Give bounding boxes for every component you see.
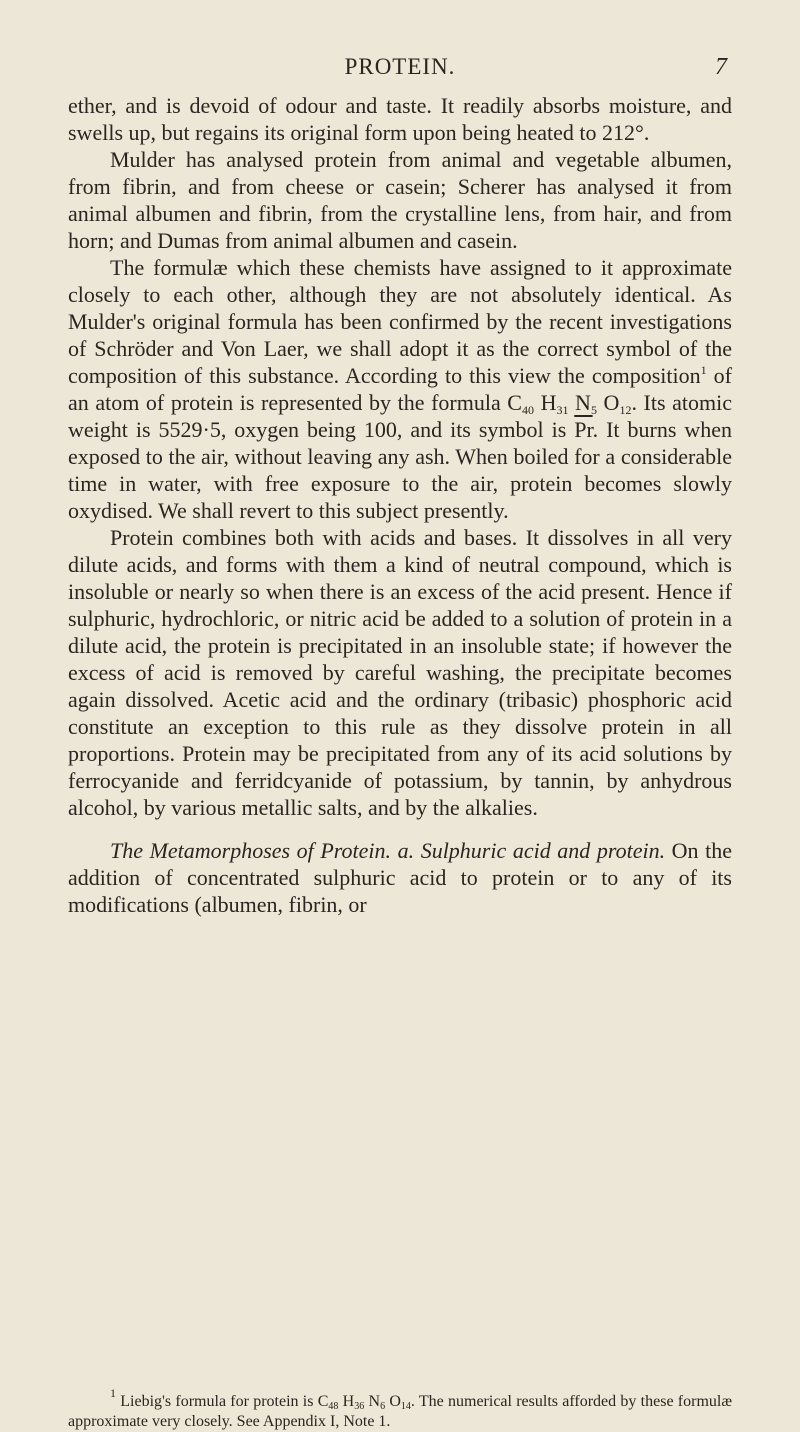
formula-hydrogen-count: 31 — [556, 403, 569, 417]
paragraph-1: ether, and is devoid of odour and taste. It readily absorbs moisture, and swells up, but regains its original form upon being heated to 212°. — [68, 93, 732, 145]
footnote-formula-carbon: C — [317, 1393, 329, 1410]
liebig-formula — [318, 1393, 411, 1410]
page-header — [0, 54, 800, 84]
paragraph-3-text-b: of an atom of protein is represented by the formula — [68, 363, 732, 415]
section-subheading: a. Sulphuric acid and protein. — [397, 838, 666, 863]
footnote-formula-carbon-count: 48 — [328, 1401, 339, 1412]
running-title: PROTEIN. — [344, 54, 456, 79]
paragraph-3-text-a: The formulæ which these chemists have assigned to it approximate closely to each other, although they are not absolutely identical. As Mulder's original formula has been confirmed by the recent investigations of Schröder and Von Laer, we shall adopt it as the correct symbol of the composition of this substance. According to this view the composition — [68, 255, 732, 388]
footnote — [68, 1386, 733, 1432]
footnote-formula-oxygen: O — [385, 1393, 401, 1410]
footnote-text-b: . The numerical results afforded by these formulæ approximate very closely. See Appendix I, Note 1. — [68, 1393, 733, 1430]
protein-symbol: $\overline{Pr}$ — [574, 417, 593, 442]
footnote-formula-nitrogen-count: 6 — [380, 1401, 386, 1412]
body-text — [68, 92, 732, 918]
footnote-formula-hydrogen-count: 36 — [354, 1401, 365, 1412]
page-number: 7 — [715, 54, 727, 80]
paragraph-3 — [68, 254, 732, 524]
section-heading: The Metamorphoses of Protein. — [110, 838, 392, 863]
formula-nitrogen: N — [568, 390, 591, 415]
formula-carbon: C — [507, 390, 522, 415]
footnote-text-a: Liebig's formula for protein is — [116, 1393, 318, 1410]
paragraph-4: Protein combines both with acids and bases. It dissolves in all very dilute acids, and forms with them a kind of neutral compound, which is insoluble or nearly so when there is an excess of the acid present. Hence if sulphuric, hydrochloric, or nitric acid be added to a solution of protein in a dilute acid, the protein is precipitated in an insoluble state; if however the excess of acid is removed by careful washing, the precipitate becomes again dissolved. Acetic acid and the ordinary (tribasic) phosphoric acid constitute an exception to this rule as they dissolve protein in all proportions. Protein may be precipitated from any of its acid solutions by ferrocyanide and ferridcyanide of potassium, by tannin, by anhydrous alcohol, by various metallic salts, and by the alkalies. — [68, 525, 732, 820]
protein-formula — [507, 390, 631, 415]
paragraph-5 — [68, 837, 732, 918]
paragraph-5-text: On the addition of concentrated sulphuric acid to protein or to any of its modifications (albumen, fibrin, or — [68, 838, 733, 917]
footnote-mark: 1 — [110, 1386, 116, 1400]
footnote-formula-nitrogen: N — [364, 1393, 381, 1410]
formula-oxygen: O — [596, 390, 620, 415]
formula-carbon-count: 40 — [521, 403, 534, 417]
paragraph-2: Mulder has analysed protein from animal and vegetable albumen, from fibrin, and from cheese or casein; Scherer has analysed it from animal albumen and fibrin, from the crystalline lens, from hair, and from horn; and Dumas from animal albumen and casein. — [68, 147, 732, 253]
footnote-reference[interactable]: 1 — [700, 363, 707, 377]
formula-hydrogen: H — [533, 390, 557, 415]
formula-nitrogen-count: 5 — [590, 403, 597, 417]
footnote-formula-hydrogen: H — [338, 1393, 355, 1410]
paragraph-3-text-d: . It burns when exposed to the air, without leaving any ash. When boiled for a considerable time in water, with free exposure to the air, protein becomes slowly oxydised. We shall revert to this subject presently. — [68, 417, 733, 523]
footnote-formula-oxygen-count: 14 — [400, 1401, 411, 1412]
paragraph-3-text-c: . Its atomic weight is 5529·5, oxygen being 100, and its symbol is — [68, 390, 732, 442]
formula-oxygen-count: 12 — [619, 403, 632, 417]
